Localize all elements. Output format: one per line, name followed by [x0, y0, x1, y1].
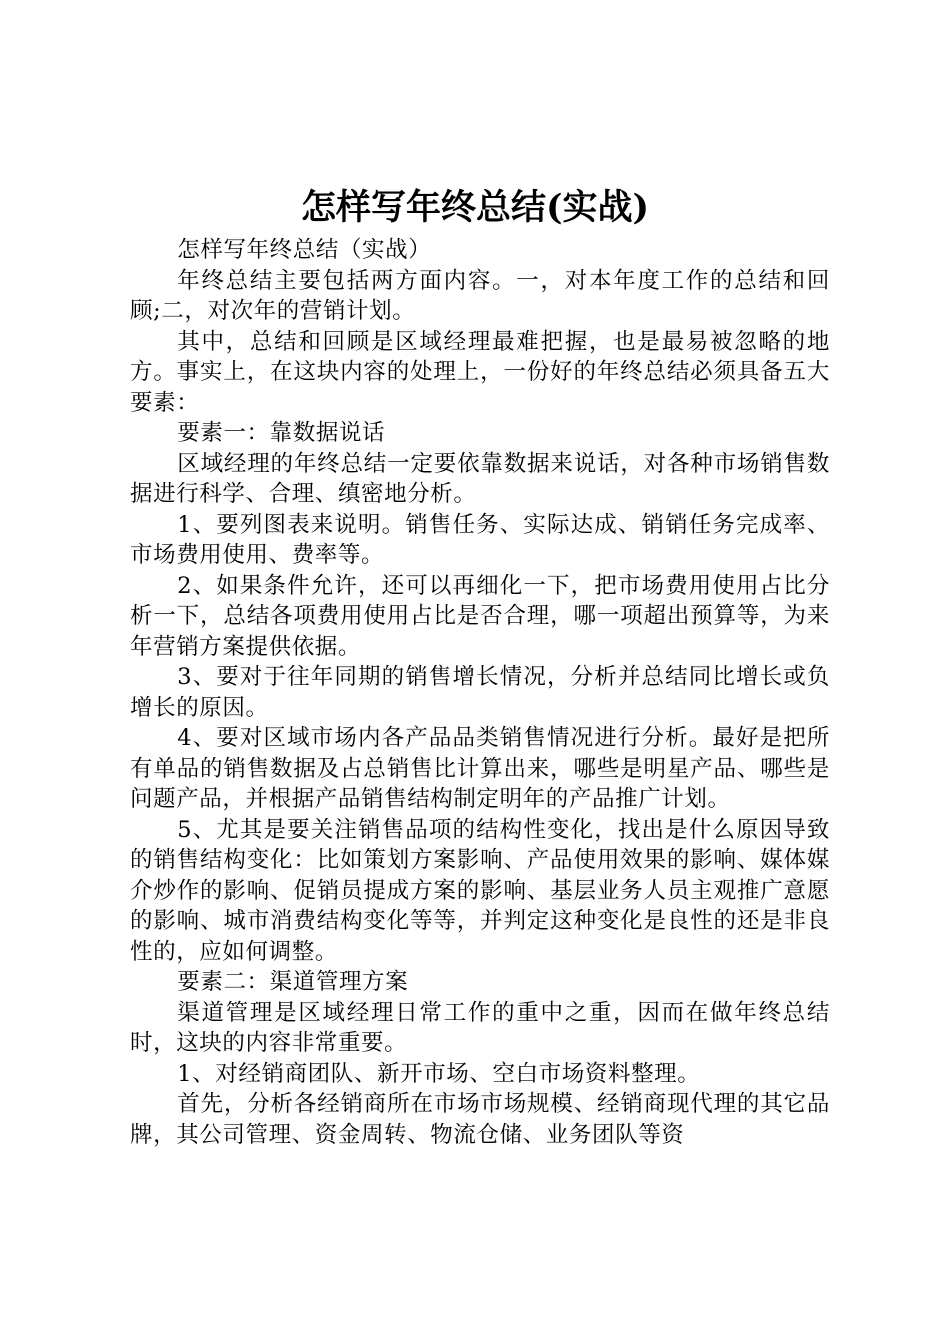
list-item: 1、要列图表来说明。销售任务、实际达成、销销任务完成率、市场费用使用、费率等。 [130, 511, 830, 568]
paragraph: 首先，分析各经销商所在市场市场规模、经销商现代理的其它品牌，其公司管理、资金周转、物流仓储、业务团队等资 [130, 1091, 830, 1148]
paragraph-subtitle: 怎样写年终总结（实战） [177, 237, 432, 263]
paragraph: 区域经理的年终总结一定要依靠数据来说话，对各种市场销售数据进行科学、合理、缜密地分析。 [130, 450, 830, 507]
list-item: 5、尤其是要关注销售品项的结构性变化，找出是什么原因导致的销售结构变化：比如策划方案影响、产品使用效果的影响、媒体媒介炒作的影响、促销员提成方案的影响、基层业务人员主观推广意愿的影响、城市消费结构变化等等，并判定这种变化是良性的还是非良性的，应如何调整。 [130, 816, 830, 965]
document-body [130, 235, 830, 1150]
section-heading: 要素一：靠数据说话 [177, 420, 386, 446]
paragraph: 渠道管理是区域经理日常工作的重中之重，因而在做年终总结时，这块的内容非常重要。 [130, 999, 830, 1056]
section-heading: 要素二：渠道管理方案 [177, 969, 409, 995]
document-title: 怎样写年终总结(实战) [300, 187, 650, 228]
paragraph: 年终总结主要包括两方面内容。一，对本年度工作的总结和回顾;二，对次年的营销计划。 [130, 267, 830, 324]
paragraph: 其中，总结和回顾是区域经理最难把握，也是最易被忽略的地方。事实上，在这块内容的处理上，一份好的年终总结必须具备五大要素： [130, 328, 830, 416]
list-item: 2、如果条件允许，还可以再细化一下，把市场费用使用占比分析一下，总结各项费用使用占比是否合理，哪一项超出预算等，为来年营销方案提供依据。 [130, 572, 830, 660]
list-item: 1、对经销商团队、新开市场、空白市场资料整理。 [177, 1060, 701, 1087]
list-item: 4、要对区域市场内各产品品类销售情况进行分析。最好是把所有单品的销售数据及占总销售比计算出来，哪些是明星产品、哪些是问题产品，并根据产品销售结构制定明年的产品推广计划。 [130, 725, 830, 812]
list-item: 3、要对于往年同期的销售增长情况，分析并总结同比增长或负增长的原因。 [130, 664, 830, 721]
